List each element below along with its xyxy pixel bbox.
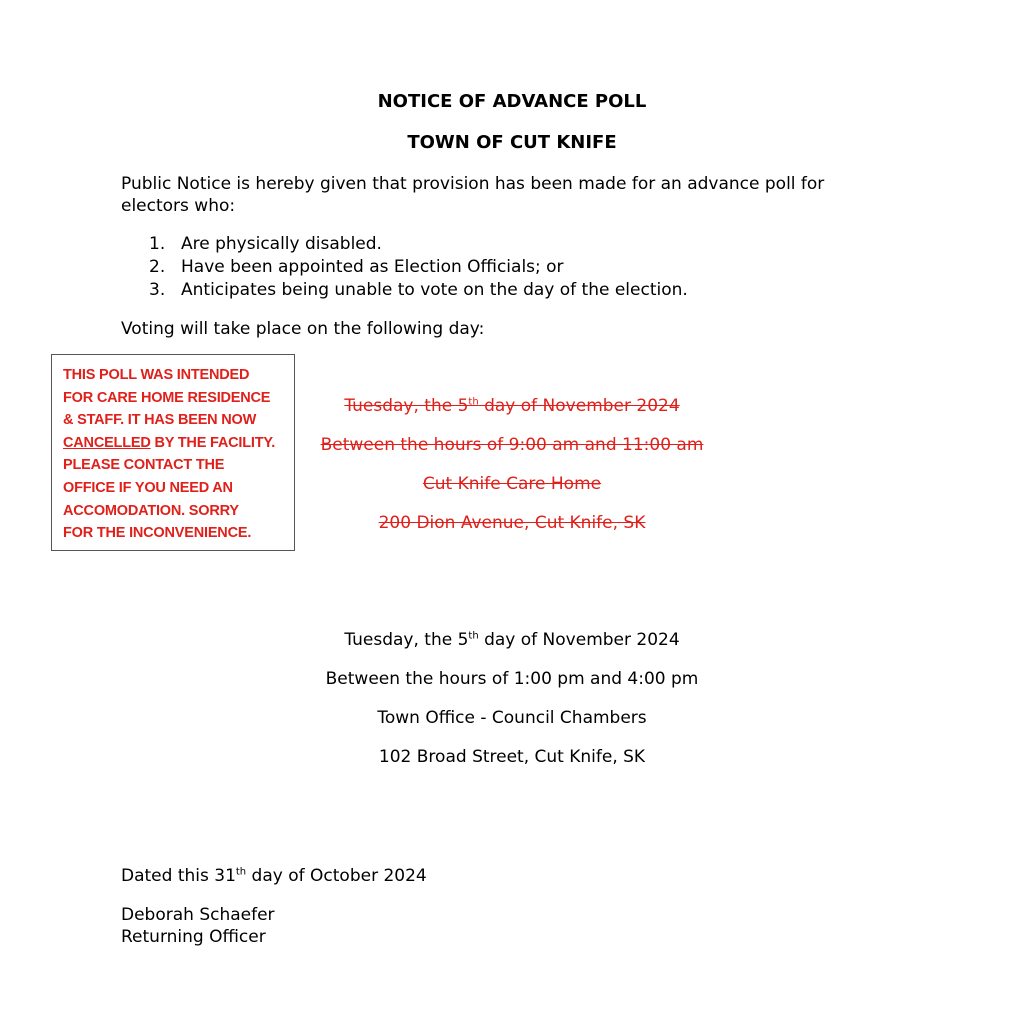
intro-line-2: electors who: xyxy=(121,196,236,216)
active-date-suffix: day of November 2024 xyxy=(478,630,680,650)
cancelled-date-sup: th xyxy=(468,396,479,408)
cancellation-notice-box xyxy=(51,354,295,551)
criteria-number: 3. xyxy=(149,280,166,300)
cancellation-line-4 xyxy=(63,432,288,455)
cancelled-poll-address: 200 Dion Avenue, Cut Knife, SK xyxy=(378,513,646,533)
cancellation-line-1: THIS POLL WAS INTENDED xyxy=(63,367,250,383)
active-poll-hours: Between the hours of 1:00 pm and 4:00 pm xyxy=(325,669,699,689)
criteria-number: 2. xyxy=(149,257,166,277)
active-date-prefix: Tuesday, the 5 xyxy=(344,630,469,650)
cancelled-poll-date xyxy=(300,396,724,416)
active-date-sup: th xyxy=(468,630,479,642)
cancelled-date-prefix: Tuesday, the 5 xyxy=(344,396,469,416)
intro-line-1: Public Notice is hereby given that provision has been made for an advance poll for xyxy=(121,174,825,194)
active-poll-date xyxy=(0,630,1024,650)
town-title: TOWN OF CUT KNIFE xyxy=(407,132,617,153)
notice-title: NOTICE OF ADVANCE POLL xyxy=(377,91,647,112)
dated-line xyxy=(121,865,911,887)
dated-sup: th xyxy=(235,866,247,878)
criteria-text: Have been appointed as Election Officials; or xyxy=(181,257,564,277)
criteria-text: Are physically disabled. xyxy=(181,234,382,254)
dated-suffix: day of October 2024 xyxy=(246,866,427,886)
cancellation-line-5: PLEASE CONTACT THE xyxy=(63,457,225,474)
signer-name: Deborah Schaefer xyxy=(121,905,275,925)
cancellation-line-8: FOR THE INCONVENIENCE. xyxy=(63,525,252,542)
cancellation-line-2: FOR CARE HOME RESIDENCE xyxy=(63,389,271,406)
cancelled-word: CANCELLED xyxy=(63,434,151,451)
cancellation-line-3: & STAFF. IT HAS BEEN NOW xyxy=(63,412,257,429)
voting-intro: Voting will take place on the following day: xyxy=(121,319,485,339)
criteria-item-3 xyxy=(149,279,688,302)
cancellation-line-7: ACCOMODATION. SORRY xyxy=(63,502,239,519)
active-poll-address: 102 Broad Street, Cut Knife, SK xyxy=(378,747,646,767)
cancellation-line-4-rest: BY THE FACILITY. xyxy=(150,434,276,451)
cancelled-poll-hours: Between the hours of 9:00 am and 11:00 am xyxy=(320,435,704,455)
criteria-item-1 xyxy=(149,233,382,256)
criteria-number: 1. xyxy=(149,234,166,254)
criteria-text: Anticipates being unable to vote on the day of the election. xyxy=(181,280,688,300)
intro-paragraph xyxy=(121,173,911,217)
cancellation-line-6: OFFICE IF YOU NEED AN xyxy=(63,479,233,496)
dated-prefix: Dated this 31 xyxy=(121,866,236,886)
cancelled-poll-location: Cut Knife Care Home xyxy=(422,474,602,494)
signer-title: Returning Officer xyxy=(121,927,266,947)
cancelled-date-suffix: day of November 2024 xyxy=(478,396,680,416)
criteria-item-2 xyxy=(149,256,564,279)
signature-block xyxy=(121,904,911,948)
active-poll-location: Town Office - Council Chambers xyxy=(377,708,647,728)
